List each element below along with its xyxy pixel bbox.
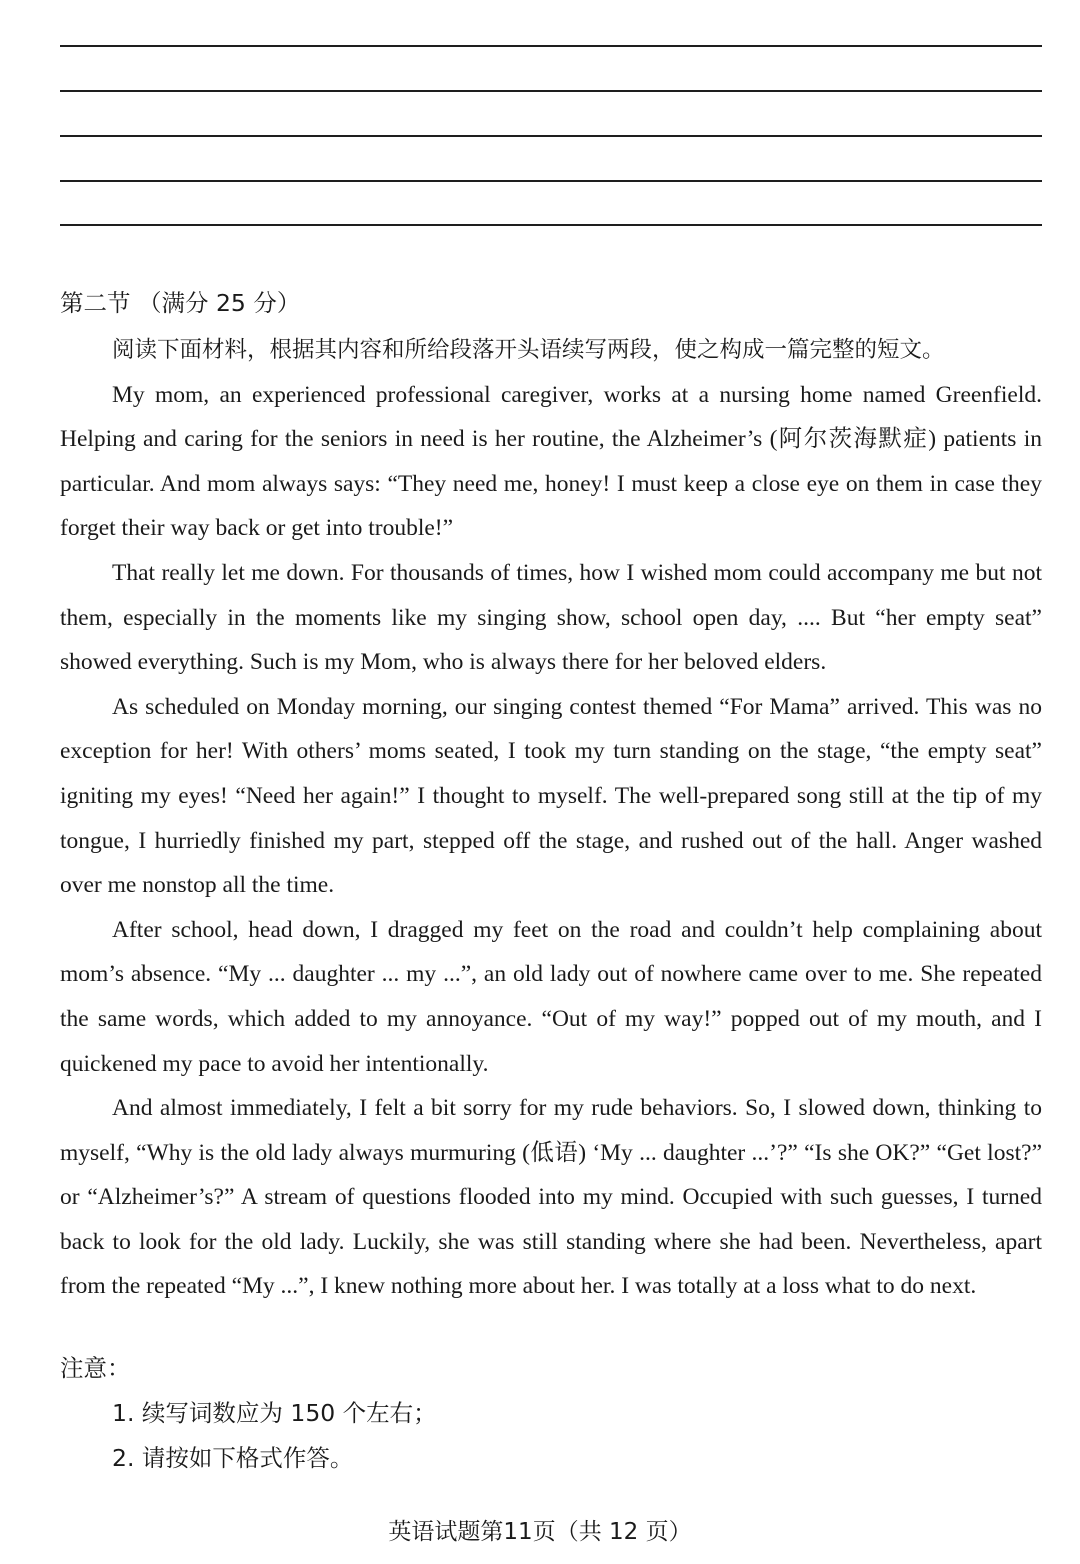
page-footer: 英语试题第11页（共 12 页） bbox=[388, 1519, 692, 1545]
answer-line[interactable] bbox=[60, 224, 1042, 226]
section-heading: 第二节 （满分 25 分） bbox=[60, 289, 301, 317]
notes-section bbox=[60, 1346, 1042, 1481]
passage-paragraph-4: After school, head down, I dragged my feet on the road and couldn’t help complaining about mom’s absence. “My ... daughter ... my ...”, an old lady out of nowhere came over to me. She repeated the same words, which added to my annoyance. “Out of my way!” popped out of my mouth, and I quickened my pace to avoid her intentionally. bbox=[60, 916, 1042, 1077]
reading-material bbox=[60, 328, 1042, 1309]
passage-paragraph-1: My mom, an experienced professional caregiver, works at a nursing home named Greenfield. Helping and caring for the seniors in need is her routine, the Alzheimer’s (阿尔茨海默症) patients in particular. And mom always says: “They need me, honey! I must keep a close eye on them in case they forget their way back or get into trouble!” bbox=[60, 381, 1042, 542]
passage-paragraph-2: That really let me down. For thousands of times, how I wished mom could accompany me but not them, especially in the moments like my singing show, school open day, .... But “her empty seat” showed everything. Such is my Mom, who is always there for her beloved elders. bbox=[60, 559, 1042, 676]
passage-paragraph-3: As scheduled on Monday morning, our singing contest themed “For Mama” arrived. This was no exception for her! With others’ moms seated, I took my turn standing on the stage, “the empty seat” igniting my eyes! “Need her again!” I thought to myself. The well-prepared song still at the tip of my tongue, I hurriedly finished my part, stepped off the stage, and rushed out of the hall. Anger washed over me nonstop all the time. bbox=[60, 693, 1042, 899]
answer-line[interactable] bbox=[60, 45, 1042, 47]
answer-line[interactable] bbox=[60, 180, 1042, 182]
task-instruction: 阅读下面材料，根据其内容和所给段落开头语续写两段，使之构成一篇完整的短文。 bbox=[112, 337, 945, 363]
answer-line[interactable] bbox=[60, 90, 1042, 92]
passage-paragraph-5: And almost immediately, I felt a bit sorry for my rude behaviors. So, I slowed down, thinking to myself, “Why is the old lady always murmuring (低语) ‘My ... daughter ...’?” “Is she OK?” “Get lost?” or “Alzheimer’s?” A stream of questions flooded into my mind. Occupied with such guesses, I turned back to look for the old lady. Luckily, she was still standing where she had been. Nevertheless, apart from the repeated “My ...”, I knew nothing more about her. I was totally at a loss what to do next. bbox=[60, 1095, 1042, 1300]
note-item-1: 1. 续写词数应为 150 个左右； bbox=[112, 1399, 437, 1427]
note-item-2: 2. 请按如下格式作答。 bbox=[112, 1444, 354, 1472]
answer-line[interactable] bbox=[60, 135, 1042, 137]
notes-title: 注意： bbox=[60, 1354, 131, 1382]
